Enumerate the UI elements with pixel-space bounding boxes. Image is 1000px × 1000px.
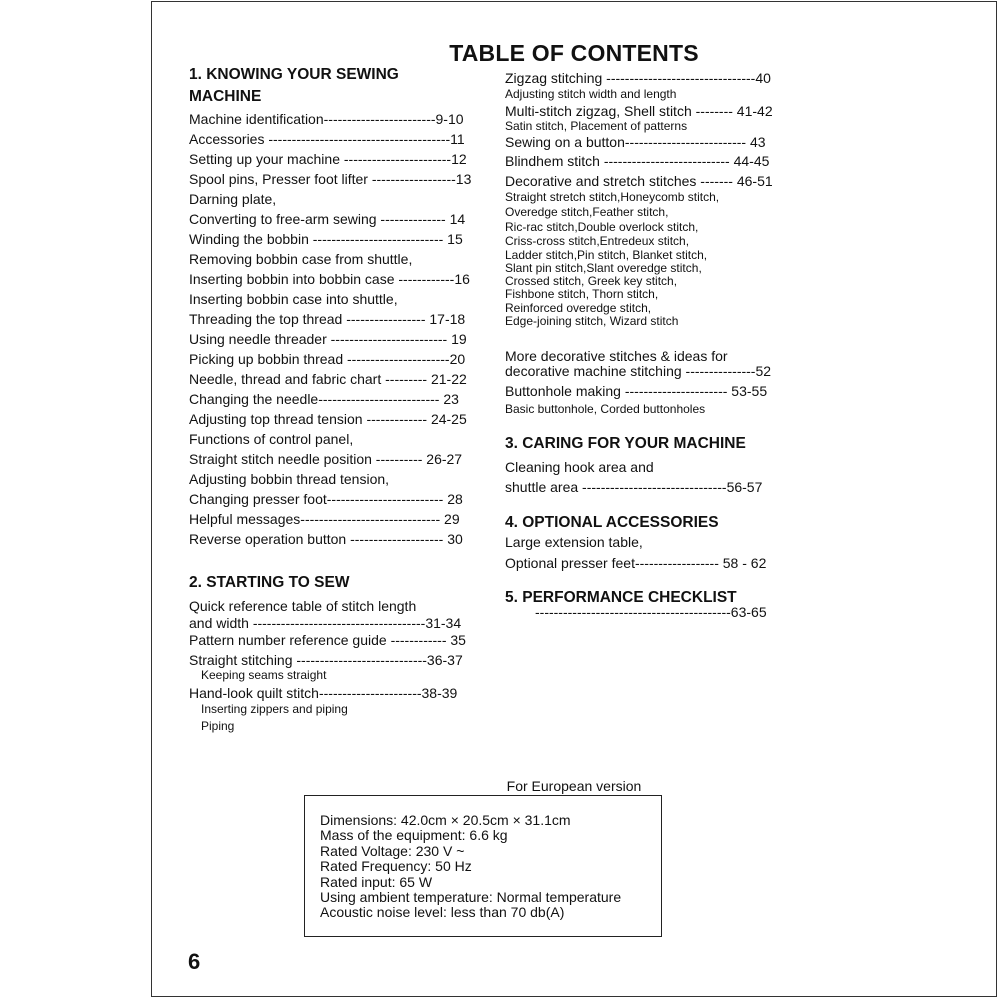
toc-entry: shuttle area -------------------------------56-57 xyxy=(505,479,763,495)
section-5-heading: 5. PERFORMANCE CHECKLIST xyxy=(505,589,737,606)
toc-entry: Straight stitching ----------------------------36-37 xyxy=(189,652,463,668)
page-number: 6 xyxy=(188,949,201,974)
toc-entry: Quick reference table of stitch length xyxy=(189,598,417,614)
spec-line: Rated input: 65 W xyxy=(320,873,433,890)
toc-subentry: Straight stretch stitch,Honeycomb stitch, xyxy=(505,190,720,204)
toc-entry: Functions of control panel, xyxy=(189,431,354,447)
toc-subentry: Slant pin stitch,Slant overedge stitch, xyxy=(505,261,702,275)
toc-entry: Decorative and stretch stitches ------- 46-51 xyxy=(505,173,773,189)
spec-line: Rated Frequency: 50 Hz xyxy=(320,858,472,875)
toc-subentry: Reinforced overedge stitch, xyxy=(505,301,652,315)
toc-entry: Inserting bobbin into bobbin case ------------16 xyxy=(189,271,470,287)
toc-entry: Converting to free-arm sewing -------------- 14 xyxy=(189,211,466,227)
spec-line: Using ambient temperature: Normal temperature xyxy=(320,889,622,906)
toc-subentry: Overedge stitch,Feather stitch, xyxy=(505,205,669,219)
toc-entry: Reverse operation button -------------------- 30 xyxy=(189,531,463,547)
toc-entry: Zigzag stitching --------------------------------40 xyxy=(505,70,771,86)
section-3-heading: 3. CARING FOR YOUR MACHINE xyxy=(505,435,746,452)
toc-subentry: Edge-joining stitch, Wizard stitch xyxy=(505,314,679,328)
toc-entry: Changing presser foot------------------------- 28 xyxy=(189,491,463,507)
toc-entry: ------------------------------------------63-65 xyxy=(535,604,767,620)
manual-page xyxy=(151,1,997,997)
toc-entry: Helpful messages------------------------------ 29 xyxy=(189,511,460,527)
toc-entry: Removing bobbin case from shuttle, xyxy=(189,251,413,267)
european-spec-box xyxy=(304,795,662,937)
section-4-heading: 4. OPTIONAL ACCESSORIES xyxy=(505,514,719,531)
toc-entry: Optional presser feet------------------ 58 - 62 xyxy=(505,555,767,571)
toc-entry: Hand-look quilt stitch----------------------38-39 xyxy=(189,685,458,701)
toc-subentry: Inserting zippers and piping xyxy=(201,702,348,716)
toc-subentry: Crossed stitch, Greek key stitch, xyxy=(505,274,678,288)
toc-entry: More decorative stitches & ideas for xyxy=(505,348,728,364)
toc-subentry: Piping xyxy=(201,719,235,733)
toc-entry: Buttonhole making ---------------------- 53-55 xyxy=(505,383,768,399)
toc-entry: Needle, thread and fabric chart --------- 21-22 xyxy=(189,371,467,387)
spec-line: Rated Voltage: 230 V ~ xyxy=(320,842,465,859)
toc-entry: Straight stitch needle position ---------- 26-27 xyxy=(189,451,463,467)
section-1-heading-line1: 1. KNOWING YOUR SEWING xyxy=(189,66,399,83)
toc-subentry: Basic buttonhole, Corded buttonholes xyxy=(505,402,706,416)
toc-entry: Picking up bobbin thread ----------------------20 xyxy=(189,351,466,367)
toc-entry: Blindhem stitch --------------------------- 44-45 xyxy=(505,153,770,169)
toc-entry: Cleaning hook area and xyxy=(505,459,654,475)
toc-subentry: Keeping seams straight xyxy=(201,668,327,682)
toc-entry: Accessories ---------------------------------------11 xyxy=(189,131,465,147)
toc-subentry: Adjusting stitch width and length xyxy=(505,87,677,101)
european-version-label: For European version xyxy=(506,778,642,794)
toc-subentry: Ric-rac stitch,Double overlock stitch, xyxy=(505,220,699,234)
toc-entry: Sewing on a button-------------------------- 43 xyxy=(505,134,766,150)
toc-entry: Using needle threader ------------------------- 19 xyxy=(189,331,467,347)
toc-entry: Pattern number reference guide ------------ 35 xyxy=(189,632,466,648)
toc-subentry: Fishbone stitch, Thorn stitch, xyxy=(505,287,659,301)
page-title: TABLE OF CONTENTS xyxy=(449,40,699,66)
toc-entry: Spool pins, Presser foot lifter ------------------13 xyxy=(189,171,472,187)
section-1-heading-line2: MACHINE xyxy=(189,88,262,105)
spec-line: Acoustic noise level: less than 70 db(A) xyxy=(320,904,565,921)
toc-entry: Large extension table, xyxy=(505,534,643,550)
toc-entry: Threading the top thread ----------------- 17-18 xyxy=(189,311,466,327)
toc-subentry: Satin stitch, Placement of patterns xyxy=(505,119,688,133)
spec-line: Mass of the equipment: 6.6 kg xyxy=(320,827,508,844)
toc-entry: Inserting bobbin case into shuttle, xyxy=(189,291,398,307)
toc-subentry: Criss-cross stitch,Entredeux stitch, xyxy=(505,234,690,248)
toc-entry: decorative machine stitching ---------------52 xyxy=(505,363,772,379)
spec-line: Dimensions: 42.0cm × 20.5cm × 31.1cm xyxy=(320,812,571,828)
toc-entry: Darning plate, xyxy=(189,191,277,207)
toc-entry: Winding the bobbin ---------------------------- 15 xyxy=(189,231,463,247)
toc-entry: Setting up your machine -----------------------12 xyxy=(189,151,467,167)
toc-entry: Multi-stitch zigzag, Shell stitch -------- 41-42 xyxy=(505,103,773,119)
toc-subentry: Ladder stitch,Pin stitch, Blanket stitch, xyxy=(505,248,708,262)
toc-entry: Adjusting bobbin thread tension, xyxy=(189,471,390,487)
section-2-heading: 2. STARTING TO SEW xyxy=(189,574,350,591)
toc-entry: Machine identification------------------------9-10 xyxy=(189,111,464,127)
toc-entry: Changing the needle-------------------------- 23 xyxy=(189,391,459,407)
toc-entry: and width -------------------------------------31-34 xyxy=(189,615,462,631)
toc-entry: Adjusting top thread tension ------------- 24-25 xyxy=(189,411,467,427)
